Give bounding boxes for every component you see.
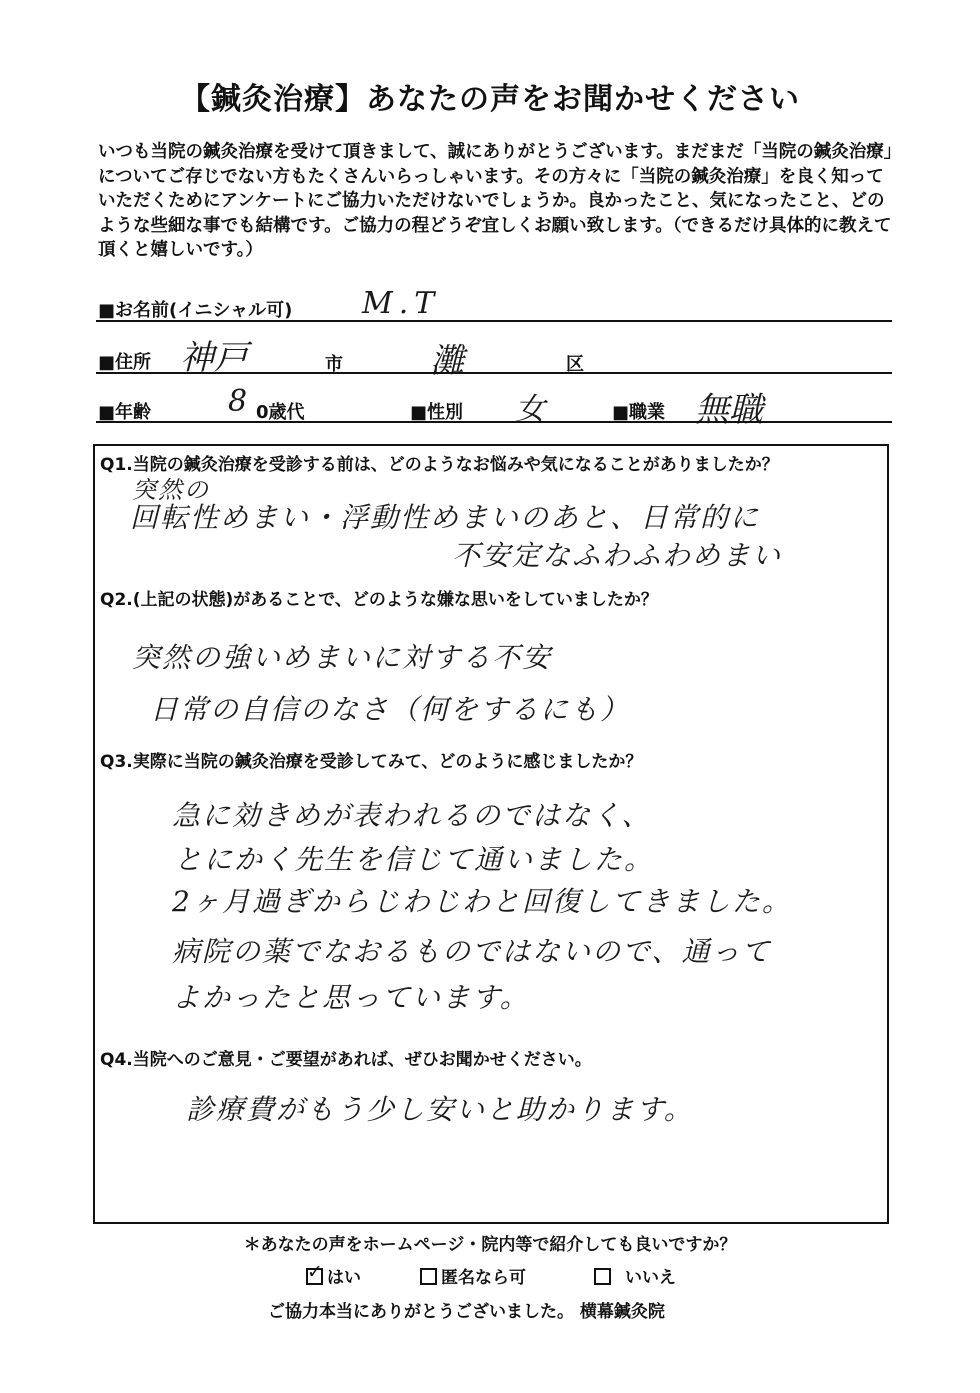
name-label: ■お名前(イニシャル可) <box>98 300 293 321</box>
q3-answer-line: よかったと思っています。 <box>172 981 530 1014</box>
q4-question: Q4.当院へのご意見・ご要望があれば、ぜひお聞かせください。 <box>100 1050 592 1070</box>
city-value: 神戸 <box>180 338 248 378</box>
name-underline <box>96 320 892 322</box>
name-value: M.T <box>362 286 441 321</box>
address-underline <box>96 372 892 374</box>
option-label: 匿名なら可 <box>441 1268 526 1288</box>
q2-question: Q2.(上記の状態)があることで、どのような嫌な思いをしていましたか？ <box>100 590 658 610</box>
option-label: いいえ <box>625 1268 676 1288</box>
q1-answer-line: 不安定なふわふわめまい <box>452 539 783 572</box>
ward-value: 灘 <box>430 341 464 381</box>
consent-option-yes[interactable] <box>306 1263 361 1288</box>
q3-question: Q3.実際に当院の鍼灸治療を受診してみて、どのように感じましたか？ <box>100 752 643 772</box>
age-suffix: 0歳代 <box>256 402 305 423</box>
q1-answer-line: 回転性めまい・浮動性めまいのあと、日常的に <box>130 501 761 534</box>
q2-answer-line: 突然の強いめまいに対する不安 <box>132 641 553 674</box>
intro-text: いつも当院の鍼灸治療を受けて頂きまして、誠にありがとうございます。まだまだ「当院の鍼灸治療」についてご存じでない方もたくさんいらっしゃいます。その方々に「当院の鍼灸治療」を良く知っていただくためにアンケートにご協力いただけないでしょうか。良かったこと、気になったこと、どのような些細な事でも結構です。ご協力の程どうぞ宜しくお願い致します。（できるだけ具体的に教えて頂くと嬉しいです。） <box>98 142 893 260</box>
consent-option-no[interactable] <box>594 1263 676 1288</box>
q1-question: Q1.当院の鍼灸治療を受診する前は、どのようなお悩みや気になることがありましたか？ <box>100 455 779 475</box>
q3-answer-line: 急に効きめが表われるのではなく、 <box>172 799 652 832</box>
consent-question: ＊あなたの声をホームページ・院内等で紹介しても良いですか？ <box>243 1235 737 1255</box>
checkbox-icon[interactable] <box>594 1268 611 1285</box>
q3-answer-line: 2ヶ月過ぎからじわじわと回復してきました。 <box>172 885 792 918</box>
option-label: はい <box>327 1268 361 1288</box>
page-title: 【鍼灸治療】あなたの声をお聞かせください <box>180 82 800 117</box>
sex-label: ■性別 <box>410 402 464 423</box>
checkbox-checked-icon[interactable] <box>306 1268 323 1285</box>
q3-answer-line: とにかく先生を信じて通いました。 <box>174 843 655 876</box>
profile-underline <box>96 421 892 423</box>
q4-answer-line: 診療費がもう少し安いと助かります。 <box>186 1093 694 1126</box>
address-label: ■住所 <box>98 352 152 373</box>
q2-answer-line: 日常の自信のなさ（何をするにも） <box>150 693 631 726</box>
sex-value: 女 <box>515 392 545 427</box>
ward-suffix: 区 <box>566 354 584 375</box>
thanks-text: ご協力本当にありがとうございました。 横幕鍼灸院 <box>268 1302 665 1322</box>
consent-option-anonymous[interactable] <box>420 1263 526 1288</box>
age-label: ■年齢 <box>98 402 152 423</box>
q3-answer-line: 病院の薬でなおるものではないので、通って <box>172 935 772 968</box>
job-label: ■職業 <box>612 402 666 423</box>
age-value: 8 <box>228 384 248 419</box>
checkbox-icon[interactable] <box>420 1268 437 1285</box>
job-value: 無職 <box>695 390 763 430</box>
city-suffix: 市 <box>325 354 343 375</box>
q1-answer-line: 突然の <box>132 476 210 504</box>
